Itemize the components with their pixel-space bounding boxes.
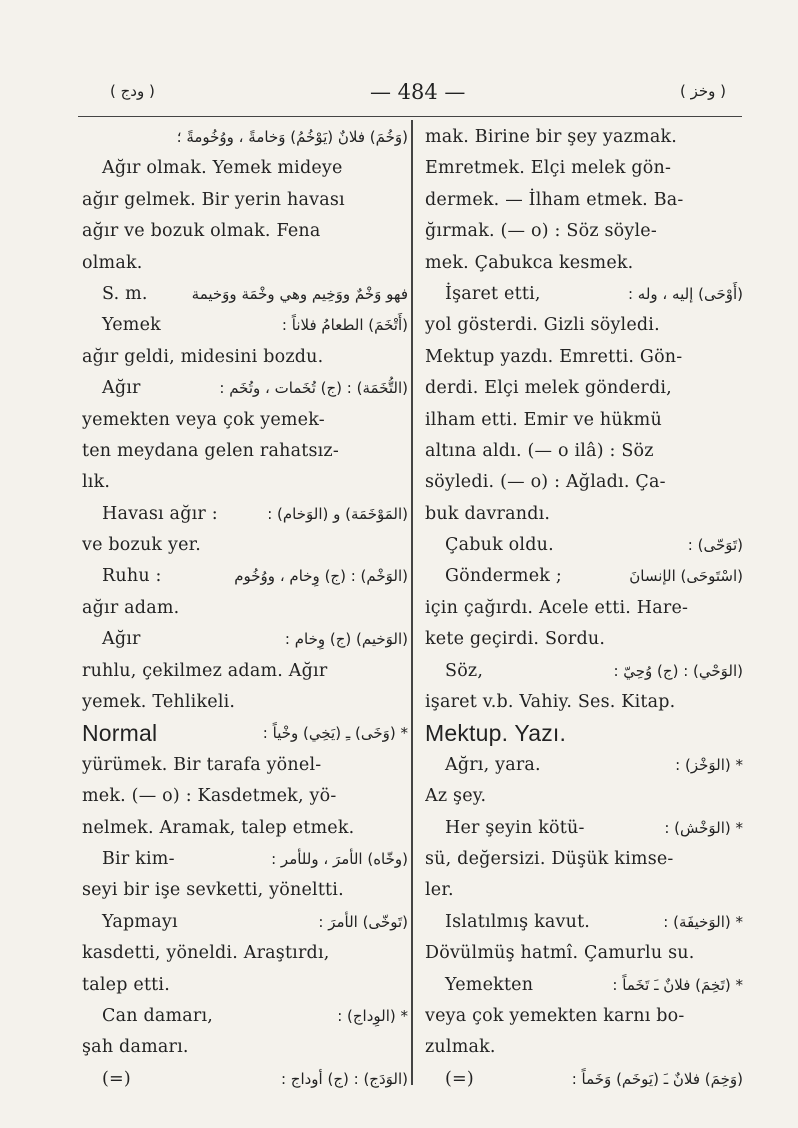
dictionary-entry-line [82,624,412,655]
page-header [0,78,798,114]
entry-meaning: Her şeyin kötü- [445,817,585,838]
dictionary-entry-line [82,718,412,749]
definition-text-line: Az şey. [425,786,487,807]
definition-text-line: ağır ve bozuk olmak. Fena [82,221,321,242]
definition-text-line: Emretmek. Elçi melek gön- [425,158,672,179]
definition-text-line: sü, değersizi. Düşük kimse- [425,848,674,869]
entry-meaning: Yemekten [445,974,534,995]
dictionary-entry-line [425,970,747,1001]
page-number: — 484 — [370,80,466,104]
entry-meaning: Ruhu : [102,566,162,587]
definition-text-line: mek. Çabukca kesmek. [425,252,634,273]
arabic-headword: * (وَخَى) ـِ (يَخِي) وخْياً : [262,724,408,743]
definition-text-line: ğırmak. (— o) : Söz söyle- [425,221,657,242]
arabic-headword: * (الوَخيفَة) : [663,912,743,931]
definition-text-line: Mektup. Yazı. [425,720,567,747]
entry-meaning: Ağır [102,378,141,399]
definition-text-line: ten meydana gelen rahatsız- [82,440,339,461]
definition-text-line: yol gösterdi. Gizli söyledi. [425,315,660,336]
entry-meaning: Havası ağır : [102,503,218,524]
header-divider [78,116,742,117]
definition-text-line: ve bozuk yer. [82,535,202,556]
arabic-headword: (وَخِمَ) فلانٌ ـَ (يَوخَم) وَخَماً : [571,1069,743,1088]
definition-text-line: ruhlu, çekilmez adam. Ağır [82,660,328,681]
dictionary-entry-line [82,279,412,310]
arabic-headword: (التُّخَمَة) : (ج) تُخَمات ، وتُخَم : [219,379,408,398]
dictionary-entry-line [82,1064,412,1095]
definition-text-line: mak. Birine bir şey yazmak. [425,127,678,147]
header-right-guideword: ( وخز ) [679,82,726,100]
arabic-headword: (اسْتَوحَى) الإنسانَ [629,567,743,586]
entry-meaning: Ağrı, yara. [445,754,541,775]
arabic-headword: * (تَخِمَ) فلانٌ ـَ تَخَماً : [612,975,743,994]
arabic-headword: (الوَدَج) : (ج) أوداج : [280,1069,408,1088]
dictionary-entry-line [425,750,747,781]
arabic-headword: (تَوخّى) الأمرَ : [318,912,408,931]
definition-text-line: Ağır olmak. Yemek mideye [102,158,343,179]
dictionary-entry-line [82,310,412,341]
arabic-headword: (الوَحْي) : (ج) وُحِيّ : [613,661,743,680]
arabic-headword: (المَوْخَمَة) و (الوَخام) : [267,504,408,523]
definition-text-line: veya çok yemekten karnı bo- [425,1005,685,1026]
entry-meaning: (=) [102,1068,131,1089]
right-column [425,122,747,1095]
arabic-text-line: (وَخُمَ) فلانٌ (يَوْخُمُ) وَخامةً ، ووُخُومةً ؛ [176,128,408,146]
definition-text-line: zulmak. [425,1037,496,1058]
arabic-headword: (وخّاه) الأمرَ ، وللأمر : [271,849,408,868]
arabic-headword: (أَتْخَمَ) الطعامُ فلاناً : [281,316,408,335]
dictionary-entry-line [425,279,747,310]
dictionary-entry-line [82,561,412,592]
arabic-headword: (الوَخيم) (ج) وِخام : [284,630,408,649]
arabic-headword: * (الوَخْز) : [675,755,743,774]
left-column [82,122,412,1095]
dictionary-entry-line [82,907,412,938]
definition-text-line: ağır adam. [82,597,180,618]
arabic-headword: (أَوْحَى) إليه ، وله : [627,284,743,303]
dictionary-entry-line [82,373,412,404]
dictionary-entry-line [425,1064,747,1095]
definition-text-line: buk davrandı. [425,503,551,524]
definition-text-line: olmak. [82,252,143,273]
entry-meaning: Islatılmış kavut. [445,911,591,932]
dictionary-entry-line [425,907,747,938]
definition-text-line: işaret v.b. Vahiy. Ses. Kitap. [425,692,676,713]
definition-text-line: Mektup yazdı. Emretti. Gön- [425,346,683,367]
definition-text-line: derdi. Elçi melek gönderdi, [425,378,672,399]
definition-text-line: şah damarı. [82,1037,189,1058]
entry-meaning: Çabuk oldu. [445,535,554,556]
arabic-headword: (تَوَحّى) : [687,536,743,555]
definition-text-line: ağır geldi, midesini bozdu. [82,346,324,367]
definition-text-line: yemek. Tehlikeli. [82,692,236,713]
entry-meaning: Söz, [445,660,484,681]
definition-text-line: dermek. — İlham etmek. Ba- [425,189,684,210]
definition-text-line: ilham etti. Emir ve hükmü [425,409,662,430]
arabic-headword: فهو وَخْمٌ ووَخِيم وهي وخْمَة ووَخيمة [191,284,408,303]
dictionary-entry-line [425,656,747,687]
arabic-headword: * (الوَخْش) : [664,818,743,837]
definition-text-line: altına aldı. (— o ilâ) : Söz [425,440,654,461]
definition-text-line: talep etti. [82,974,170,995]
entry-meaning: S. m. [102,283,148,304]
dictionary-entry-line [82,1001,412,1032]
definition-text-line: nelmek. Aramak, talep etmek. [82,817,355,838]
definition-text-line: için çağırdı. Acele etti. Hare- [425,597,689,618]
definition-text-line: lık. [82,472,111,493]
entry-meaning: Ağır [102,629,141,650]
arabic-headword: * (الوِداج) : [337,1006,408,1025]
definition-text-line: mek. (— o) : Kasdetmek, yö- [82,786,337,807]
definition-text-line: kete geçirdi. Sordu. [425,629,606,650]
entry-meaning: (=) [445,1068,474,1089]
arabic-headword: (الوَخْم) : (ج) وِخام ، ووُخُوم [234,567,408,586]
definition-text-line: yürümek. Bir tarafa yönel- [82,754,322,775]
entry-meaning: İşaret etti, [445,283,541,304]
dictionary-entry-line [425,530,747,561]
entry-meaning: Bir kim- [102,848,175,869]
definition-text-line: ağır gelmek. Bir yerin havası [82,189,345,210]
dictionary-entry-line [425,813,747,844]
dictionary-entry-line [82,844,412,875]
entry-meaning: Can damarı, [102,1005,214,1026]
entry-meaning: Normal [82,720,158,747]
entry-meaning: Yapmayı [102,911,178,932]
definition-text-line: söyledi. (— o) : Ağladı. Ça- [425,472,666,493]
definition-text-line: Dövülmüş hatmî. Çamurlu su. [425,943,695,964]
definition-text-line: yemekten veya çok yemek- [82,409,325,430]
header-left-guideword: ( ودج ) [110,82,155,100]
definition-text-line: ler. [425,880,454,901]
definition-text-line: seyi bir işe sevketti, yöneltti. [82,880,344,901]
dictionary-entry-line [425,561,747,592]
dictionary-entry-line [82,499,412,530]
entry-meaning: Yemek [102,315,161,336]
entry-meaning: Göndermek ; [445,566,562,587]
definition-text-line: kasdetti, yöneldi. Araştırdı, [82,943,330,964]
